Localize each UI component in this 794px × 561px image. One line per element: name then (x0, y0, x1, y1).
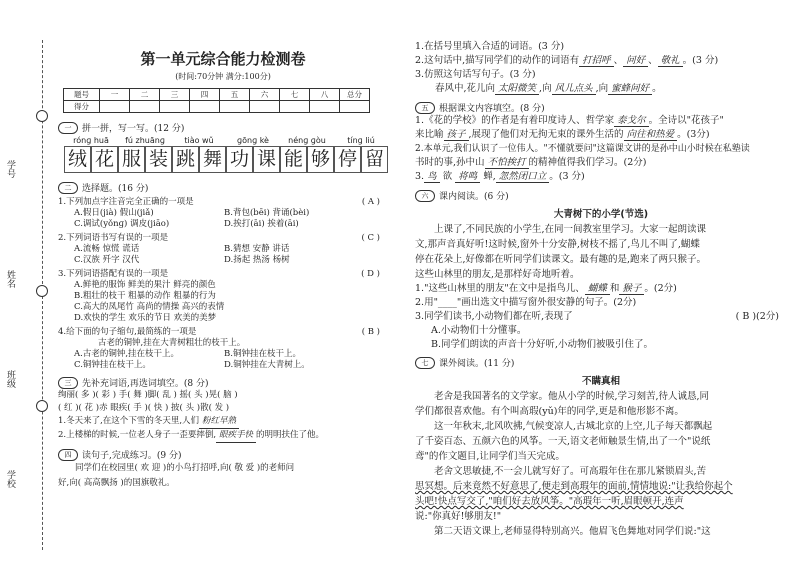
right-column (415, 40, 787, 555)
section-badge: 四 (58, 449, 78, 461)
question-2-3: 3.下列词语搭配有误的一项是 ( D ) (58, 269, 380, 279)
question-2-1: 1.下列加点字注音完全正确的一项是 ( A ) (58, 197, 380, 207)
table-row: 得分 (64, 101, 370, 113)
option-b[interactable]: B.同学们朗读的声音十分好听,小动物们被吸引住了。 (431, 339, 654, 350)
section-badge: 七 (415, 357, 435, 369)
answer-bracket[interactable]: ( D ) (361, 269, 380, 279)
passage-text: 老舍是我国著名的文学家。他从小学的时候,学习刻苦,待人诚恳,同 (434, 391, 710, 402)
character-grid (64, 146, 388, 173)
char-cell[interactable]: 舞 (199, 146, 226, 173)
word-fill-row-2[interactable]: ( 红 )( 花 )赤 眼疾( 手 )( 快 ) 披( 头 )散( 发 ) (58, 403, 230, 413)
score-table (63, 88, 370, 113)
section-1-heading: 一 拼一拼，写一写。(12 分) (58, 121, 388, 134)
char-cell[interactable]: 跳 (172, 146, 199, 173)
question-2-4: 4.给下面的句子缩句,最简练的一项是 ( B ) (58, 327, 380, 337)
passage-text: 这一年秋末,北风吹拂,气候变凉人,古城北京的上空,儿子每天都飘起 (434, 421, 713, 432)
answer-bracket[interactable]: ( A ) (361, 197, 380, 207)
option-c[interactable]: C.高大的凤尾竹 高尚的情操 高兴的表情 (74, 302, 225, 312)
question-4-1: 1.在括号里填入合适的词语。(3 分) (415, 41, 565, 52)
question-5-1-cont: 来比喻 孩子 ,展现了他们对无拘无束的课外生活的 向往和热爱 。(3分) (415, 129, 710, 140)
section-7-heading: 七 课外阅读。(11 分) (415, 356, 787, 369)
answer-bracket[interactable]: ( C ) (361, 233, 380, 243)
binding-hole (36, 285, 48, 297)
passage-text: 了千姿百态、五颜六色的风筝。一天,语文老师触景生情,出了一个"说纸 (415, 436, 711, 447)
left-column (58, 40, 388, 555)
answer-bracket[interactable]: ( B ) (361, 327, 380, 337)
question-4-3: 3.仿照这句话写句子。(3 分) (415, 69, 536, 80)
example-sentence: 古老的铜钟,挂在大青树粗壮的枝干上。 (98, 338, 246, 348)
char-cell[interactable]: 课 (253, 146, 280, 173)
question-5-2-cont: 书时的事,孙中山 不怕挨打 的精神值得我们学习。(2分) (415, 157, 647, 168)
section-badge: 五 (415, 102, 435, 114)
binding-hole (36, 110, 48, 122)
binding-strip (0, 0, 52, 561)
passage-text: 学们都很喜欢他。有个叫高瑕(yǔ)年的同学,更是和他形影不离。 (415, 406, 684, 417)
passage-text: 第二天语文课上,老师显得特别高兴。他眉飞色舞地对同学们说:"这 (434, 526, 711, 537)
passage-title: 大青树下的小学(节选) (553, 209, 649, 220)
question-2-2: 2.下列词语书写有误的一项是 ( C ) (58, 233, 380, 243)
section-6-heading: 六 课内阅读。(6 分) (415, 189, 787, 202)
pinyin-row: rónɡ huā fú zhuānɡ tiào wǔ ɡōnɡ kè nénɡ ɡòu tínɡ liú (73, 136, 375, 145)
char-cell[interactable]: 装 (145, 146, 172, 173)
section-badge: 六 (415, 190, 435, 202)
options: C.铜钟挂在枝干上。 D.铜钟挂在大青树上。 (74, 360, 310, 370)
passage-text: 老舍文思敏捷,不一会儿就写好了。可高瑕年住在那儿紧锁眉头,苦 (434, 466, 707, 477)
passage-text: 这些山林里的朋友,是那样好奇地听着。 (415, 269, 580, 280)
school-label: 学校 (5, 470, 15, 488)
option-b[interactable]: B.粗壮的枝干 粗暴的动作 粗暴的行为 (74, 291, 216, 301)
options: C.调试(yǒnɡ) 调皮(jiāo) D.挨打(āi) 挨着(āi) (74, 219, 299, 229)
char-cell[interactable]: 够 (307, 146, 334, 173)
binding-hole (36, 400, 48, 412)
char-cell[interactable]: 留 (361, 146, 388, 173)
option-d[interactable]: D.欢快的学生 欢乐的节日 欢美的美梦 (74, 313, 217, 323)
imitation-sentence: 春风中,花儿向 太阳微笑 ,向 风儿点头 ,向 蜜蜂问好 。 (435, 83, 662, 94)
section-badge: 二 (58, 182, 78, 194)
answer-blank[interactable]: 眼疾手快 (216, 429, 256, 443)
word-fill-row-1[interactable]: 绚丽( 多 )( 彩 ) 手( 舞 )脚( 乱 ) 摇( 头 )晃( 脑 ) (58, 390, 238, 400)
option-a[interactable]: A.小动物们十分懂事。 (431, 325, 527, 336)
passage-text: 鸢"的作文题目,让同学们当天完成。 (415, 451, 565, 462)
question-6-2: 2.用"____"画出选文中描写窗外很安静的句子。(2分) (415, 297, 637, 308)
section-2-heading: 二 选择题。(16 分) (58, 181, 388, 194)
question-6-3: 3.同学们读书,小动物们都在听,表现了 ( B )(2分) (415, 311, 779, 322)
section-badge: 一 (58, 122, 78, 134)
char-cell[interactable]: 功 (226, 146, 253, 173)
passage-text: 文,那声音真好听!这时候,窗外十分安静,树枝不摇了,鸟儿不叫了,蝴蝶 (415, 239, 700, 250)
passage-text: 头吧!快点写交了,"咱们好去放风筝。"高瑕年一听,眉眼顿开,连声 (415, 496, 684, 507)
passage-title: 不瞒真相 (581, 376, 620, 387)
exam-info: (时间:70分钟 满分:100分) (175, 72, 271, 81)
options: C.汉族 歼字 汉代 D.扬起 热汤 杨树 (74, 255, 290, 265)
answer-bracket[interactable]: ( B )(2分) (735, 311, 779, 322)
question-6-1: 1."这些山林里的朋友"在文中是指鸟儿、 蝴蝶 和 猴子 。(2分) (415, 283, 677, 294)
question-4-2: 2.这句话中,描写同学们的动作的词语有 打招呼 、 问好 、 敬礼 。(3 分) (415, 55, 719, 66)
question-5-3: 3. 鸟 欲 将鸣 蝉, 忽然闭口立 。(3 分) (415, 171, 585, 182)
options: A.假日(jià) 假山(jiǎ) B.背包(bēi) 背诵(bèi) (74, 208, 310, 218)
passage-text: 上课了,不同民族的小学生,在同一间教室里学习。大家一起朗读课 (434, 224, 707, 235)
char-cell[interactable]: 能 (280, 146, 307, 173)
section-3-heading: 三 先补充词语,再选词填空。(8 分) (58, 376, 388, 389)
passage-text: 停在花朵上,好像都在听同学们读课文。最有趣的是,跑来了两只猴子。 (415, 254, 707, 265)
question-5-2: 2.本单元,我们认识了一位伟人。"不懂就要问"这篇课文讲的是孙中山小时候在私塾读 (415, 144, 750, 154)
page-title: 第一单元综合能力检测卷 (140, 50, 306, 68)
options: A.古老的铜钟,挂在枝干上。 B.铜钟挂在枝干上。 (74, 349, 301, 359)
student-number-label: 学号 (5, 160, 15, 178)
passage-text: 思冥想。后来竟然不好意思了,便走到高瑕年的面前,情情地说:"让我给你起个 (415, 481, 733, 492)
question-5-1: 1.《花的学校》的作者是有着印度诗人、哲学家 泰戈尔 。全诗以"花孩子" (415, 115, 724, 126)
char-cell[interactable]: 绒 (64, 146, 91, 173)
char-cell[interactable]: 停 (334, 146, 361, 173)
passage-text: 说:"你真好!够朋友!" (415, 511, 502, 522)
reading-sentence: 好,向( 高高飘扬 )的国旗敬礼。 (58, 478, 175, 488)
answer-blank[interactable]: 粉红早熟 (199, 415, 239, 429)
option-a[interactable]: A.鲜艳的服饰 鲜美的果汁 鲜亮的颜色 (74, 280, 216, 290)
class-label: 班级 (5, 370, 15, 388)
reading-sentence: 同学们在校园里( 欢 迎 )的小鸟打招呼,向( 敬 爱 )的老师问 (75, 463, 295, 473)
table-row: 题号 一 二 三 四 五 六 七 八 总分 (64, 89, 370, 101)
fill-question-1: 1.冬天来了,在这个下雪的冬天里,人们 粉红早熟 (58, 415, 388, 429)
fill-question-2: 2.上楼梯的时候,一位老人身子一歪要摔倒, 眼疾手快 的明明扶住了他。 (58, 429, 388, 443)
student-name-label: 姓名 (5, 270, 15, 288)
section-5-heading: 五 根据课文内容填空。(8 分) (415, 101, 787, 114)
options: A.流畅 惊慌 谎话 B.猜想 安静 讲话 (74, 244, 290, 254)
section-badge: 三 (58, 377, 78, 389)
section-4-heading: 四 读句子,完成练习。(9 分) (58, 448, 388, 461)
char-cell[interactable]: 服 (118, 146, 145, 173)
char-cell[interactable]: 花 (91, 146, 118, 173)
